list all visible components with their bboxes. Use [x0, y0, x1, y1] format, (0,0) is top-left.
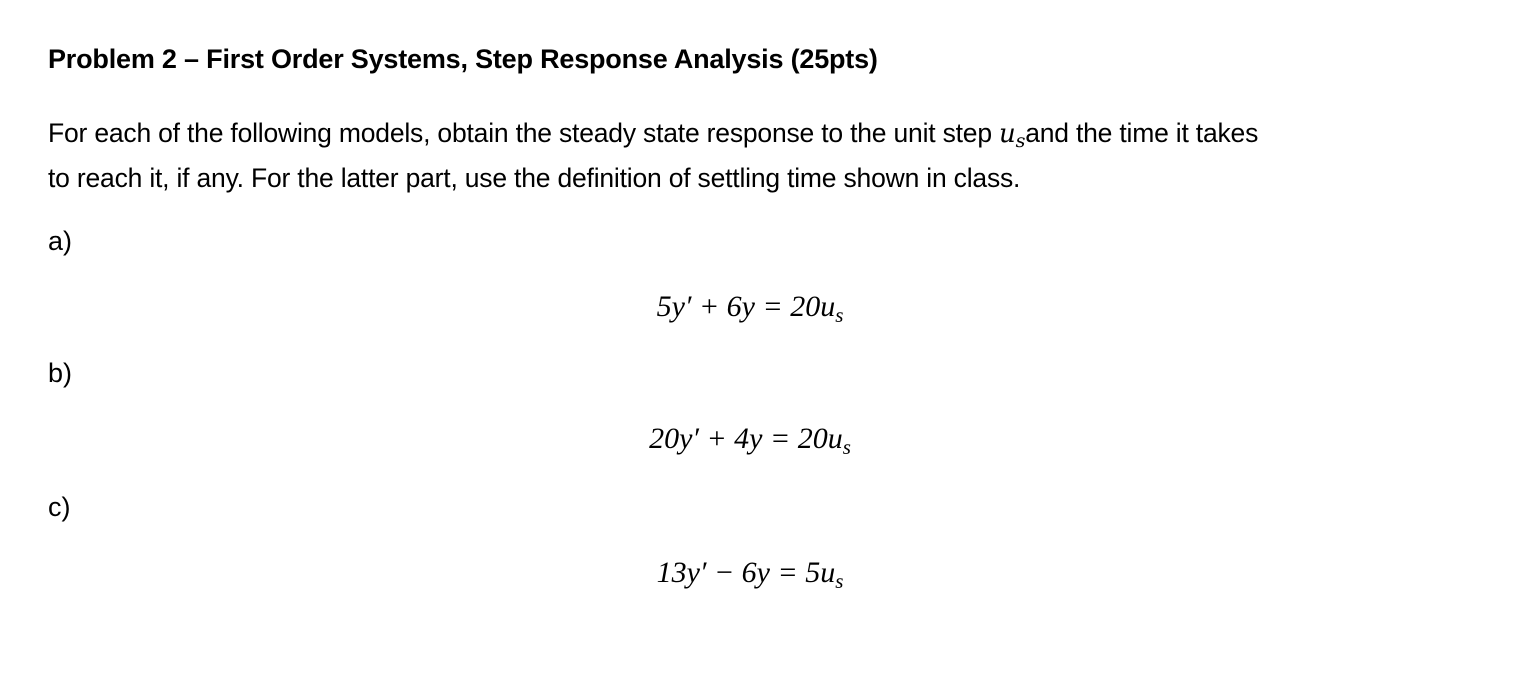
- part-b-equation-body: 20y′ + 4y = 20u: [649, 422, 843, 455]
- part-c-label: c): [48, 492, 71, 522]
- problem-instructions: [48, 112, 1488, 199]
- unit-step-symbol: u: [999, 119, 1016, 149]
- part-c-equation: [0, 556, 1500, 594]
- part-a-equation-subscript: s: [835, 303, 844, 328]
- part-c-equation-subscript: s: [835, 569, 844, 594]
- instructions-text-before-symbol: For each of the following models, obtain the steady state response to the unit step: [48, 118, 1000, 148]
- problem-title: Problem 2 – First Order Systems, Step Response Analysis (25pts): [48, 44, 878, 74]
- part-b-label: b): [48, 358, 73, 388]
- part-b-equation: [0, 422, 1500, 460]
- instructions-line-2: to reach it, if any. For the latter part, use the definition of settling time shown in class.: [48, 163, 1021, 193]
- part-c-equation-body: 13y′ − 6y = 5u: [656, 556, 836, 589]
- part-a-equation-body: 5y′ + 6y = 20u: [656, 290, 836, 323]
- part-a-label: a): [48, 226, 73, 256]
- instructions-line-1: [48, 112, 1488, 157]
- part-a-equation: [0, 290, 1500, 328]
- instructions-text-after-symbol: and the time it takes: [1025, 118, 1259, 148]
- unit-step-subscript: s: [1015, 130, 1026, 153]
- part-b-equation-subscript: s: [842, 435, 851, 460]
